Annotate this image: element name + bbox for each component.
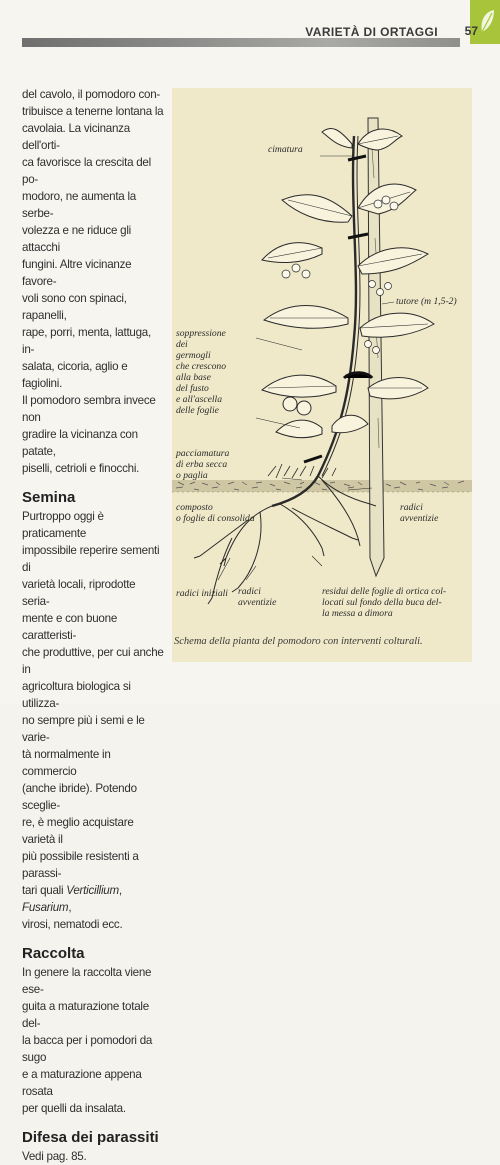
section-title: VARIETÀ DI ORTAGGI <box>305 25 438 39</box>
text-line: modoro, ne aumenta la serbe- <box>22 190 136 220</box>
text-line: In genere la raccolta viene ese- <box>22 966 152 996</box>
label-radici-iniziali: radici iniziali <box>176 588 228 599</box>
text-line: e a maturazione appena rosata <box>22 1068 142 1098</box>
label-line: che crescono <box>176 361 226 372</box>
text-line: voli sono con spinaci, rapanelli, <box>22 292 127 322</box>
heading-raccolta: Raccolta <box>22 945 85 962</box>
label-line: composto <box>176 502 213 513</box>
text-line: fungini. Altre vicinanze favore- <box>22 258 132 288</box>
text-fragment: , <box>68 901 72 914</box>
text-line: cavolaia. La vicinanza dell'orti- <box>22 122 130 152</box>
mulch <box>268 464 336 478</box>
label-soppressione <box>176 328 226 416</box>
label-composto <box>176 502 255 524</box>
text-line: gradire la vicinanza con patate, <box>22 428 138 458</box>
page-number: 57 <box>464 24 478 38</box>
text-line: per quelli da insalata. <box>22 1102 126 1115</box>
heading-difesa: Difesa dei parassiti <box>22 1129 159 1146</box>
figure-caption: Schema della pianta del pomodoro con interventi colturali. <box>174 636 423 647</box>
figure-panel <box>172 88 472 662</box>
label-line: soppressione <box>176 328 226 339</box>
text-line: rape, porri, menta, lattuga, in- <box>22 326 151 356</box>
label-line: radici <box>400 502 423 513</box>
label-line: pacciamatura <box>176 448 230 459</box>
label-line: del fusto <box>176 383 209 394</box>
leaf-icon <box>478 8 496 34</box>
text-line: agricoltura biologica si utilizza- <box>22 680 131 710</box>
text-line: ca favorisce la crescita del po- <box>22 156 151 186</box>
text-line: mente e con buone caratteristi- <box>22 612 118 642</box>
label-line: avventizie <box>400 513 439 524</box>
text-line: più possibile resistenti a parassi- <box>22 850 139 880</box>
label-line: residui delle foglie di ortica col- <box>322 586 447 597</box>
roots <box>194 476 376 604</box>
difesa-paragraph: Vedi pag. 85. <box>22 1150 87 1163</box>
text-line: la bacca per i pomodori da sugo <box>22 1034 153 1064</box>
label-line: e all'ascella <box>176 394 223 405</box>
soil-layer <box>172 480 472 492</box>
label-line: delle foglie <box>176 405 219 416</box>
raccolta-paragraph <box>22 964 164 1117</box>
text-fragment: tari quali <box>22 884 67 897</box>
label-line: dei <box>176 339 188 350</box>
text-line: volezza e ne riduce gli attacchi <box>22 224 131 254</box>
text-line: Il pomodoro sembra invece non <box>22 394 156 424</box>
text-fragment: , <box>118 884 122 897</box>
label-radici-avventizie-right <box>400 502 438 524</box>
label-line: radici <box>238 586 261 597</box>
header-bar <box>22 38 460 47</box>
heading-semina: Semina <box>22 489 76 506</box>
text-line: Purtroppo oggi è praticamente <box>22 510 104 540</box>
text-line: (anche ibride). Potendo sceglie- <box>22 782 137 812</box>
label-line: alla base <box>176 372 211 383</box>
italic-term: Fusarium <box>22 901 69 914</box>
text-line: impossibile reperire sementi di <box>22 544 160 574</box>
text-line: del cavolo, il pomodoro con- <box>22 88 161 101</box>
label-line: o foglie di consolida <box>176 513 255 524</box>
label-radici-avventizie-bottom <box>238 586 276 608</box>
label-tutore: tutore (m 1,5-2) <box>396 296 457 307</box>
text-line: varietà locali, riprodotte seria- <box>22 578 136 608</box>
text-line: re, è meglio acquistare varietà il <box>22 816 134 846</box>
label-line: locati sul fondo della buca del- <box>322 597 442 608</box>
text-line: tribuisce a tenerne lontana la <box>22 105 164 118</box>
text-line: virosi, nematodi ecc. <box>22 918 123 931</box>
text-line: che produttive, per cui anche in <box>22 646 164 676</box>
intro-paragraph <box>22 86 164 477</box>
text-line: salata, cicoria, aglio e fagiolini. <box>22 360 128 390</box>
label-line: di erba secca <box>176 459 228 470</box>
tomato-fruits <box>283 397 311 415</box>
text-line: tà normalmente in commercio <box>22 748 111 778</box>
label-line: la messa a dimora <box>322 608 393 619</box>
label-pacciamatura <box>176 448 229 481</box>
text-line: piselli, cetrioli e finocchi. <box>22 462 140 475</box>
semina-paragraph <box>22 508 164 933</box>
text-line: no sempre più i semi e le varie- <box>22 714 145 744</box>
label-line: germogli <box>176 350 211 361</box>
text-column <box>22 86 164 1165</box>
label-line: avventizie <box>238 597 277 608</box>
label-residui <box>322 586 446 619</box>
text-line: guita a maturazione totale del- <box>22 1000 149 1030</box>
label-cimatura: cimatura <box>268 144 303 155</box>
label-line: o paglia <box>176 470 208 481</box>
italic-term: Verticillium <box>66 884 119 897</box>
